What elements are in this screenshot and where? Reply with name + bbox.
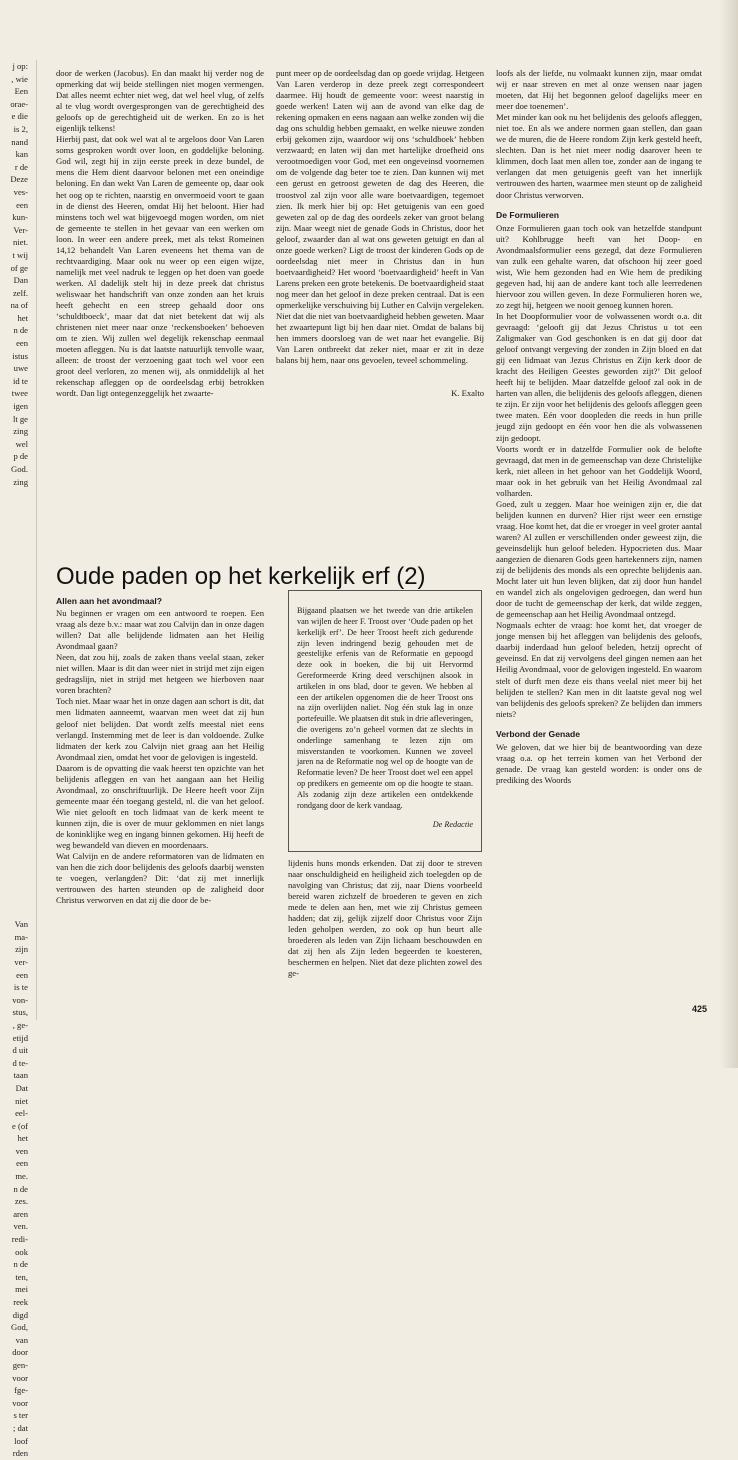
strip-line: een (16, 969, 28, 980)
strip-line: n de (13, 1183, 28, 1194)
paragraph: punt meer op de oordeelsdag dan op goede vrijdag. Hetgeen Van Laren verderop in deze preek zegt correspondeert daarmee. Hij houdt de gemeente voor: weest naarstig in goede werken! Laten wij aan de avond van elke dag de rekening opmaken en eens nagaan aan welke zonden wij die dag ons schuldig hebben gemaakt, en welke nieuwe zonden erbij gekomen zijn, waardoor wij ons ‘schuldboek’ hebben verzwaard; en laten wij dan met hartelijke droefheid ons verootmoedigen voor God, met een ongeveinsd voornemen om de volgende dag beter toe te zien. Dan kunnen wij met een gerust en getroost geweten de dag des Heeren, die troostvol zal zijn voor alle ware boetvaardigen, tegemoet zien. Ik merk hier bij op: Het getuigenis van een goed geweten zal op de dag des oordeels zeker van groot belang zijn. Maar weegt niet de genade Gods in Christus, door het geloof, zwaarder dan al wat ons geweten getuigt en dan al onze goede werken? Ligt de troost der kinderen Gods op de oordeelsdag niet meer in Christus dan in hun boetvaardigheid? Het woord ‘boetvaardigheid’ heeft in Van Larens preken een grote betekenis. De boetvaardigheid staat nog meer dan het geloof in deze preken centraal. Dat is een opmerkelijke verschuiving bij Luther en Calvijn vergeleken. Niet dat die niet van boetvaardigheid hebben geweten. Maar het zwaartepunt ligt bij hen daar niet. Omdat de balans bij hen immers doorsloeg van de wet naar het evangelie. Bij Van Laren ontbreekt dat zeker niet, maar er zit in deze balans bij hem, naar ons gevoelen, teveel schommeling. (276, 68, 484, 366)
strip-line: zelf. (12, 287, 28, 298)
article2-column-3 (496, 68, 702, 998)
strip-line: het (17, 312, 28, 323)
strip-line: niet (15, 1095, 28, 1106)
paragraph: Daarom is de opvatting die vaak heerst ten opzichte van het belijdenis afleggen en van het aangaan aan het Heilig Avondmaal, zo onschriftuurlijk. De Heere heeft voor Zijn gemeente maar één toegang gesteld, nl. die van het geloof. Wie niet gelooft en toch lidmaat van de kerk meent te kunnen zijn, die is over de muur geklommen en niet langs de koninklijke weg en ingang binnen gekomen. Hij heeft de weg bewandeld van dieven en moordenaars. (56, 762, 264, 851)
strip-line: fge- (14, 1385, 28, 1396)
strip-line: ; dat (12, 1422, 28, 1433)
strip-line: niet. (12, 237, 28, 248)
paragraph: Hierbij past, dat ook wel wat al te argeloos door Van Laren soms gesproken wordt over loon, en goddelijke beloning. God wil, zegt hij in zijn eerste preek in deze bundel, de mens die Hem dient daarvoor belonen met een oneindige beloning. En dan wekt Van Laren de gemeente op, daar ook het oog op te richten, naarstig en onvermoeid voort te gaan in de dienst des Heeren, omdat Hij het beloont. Hier had minstens toch wel wat bijgevoegd mogen worden, om niet de gemeente te stellen in het gevaar van een werken om loon. In weer een andere preek, met als tekst Romeinen 14,12 behandelt Van Laren eveneens het thema van de rechtvaardiging. Maar ook nu weer op een eigen wijze, namelijk met veel nadruk te leggen op het doen van goede werken. Al dadelijk stelt hij in deze preek dat christus weliswaar het handschrift van onze zonden aan het kruis heeft gehecht en een streep gehaald door ons ‘schuldtboeck’, maar dat dat niet betekent dat wij als christenen niet meer naar onze ‘reckensboeken’ behoeven om te zien. Wij zullen wel degelijk rekenschap eenmaal moeten afleggen. Nu is dat laatste natuurlijk tenvolle waar, alleen: de troost der verzoening gaat toch wel voor een groot deel verloren, zo menen wij, als onmiddelijk al het rekenschap afleggen op de oordeelsdag erbij betrokken wordt. Dan ligt ontegenzeggelijk het zwaarte- (56, 134, 264, 399)
strip-line: eel- (15, 1108, 28, 1119)
strip-line: twee (11, 388, 28, 399)
article1-column-1 (56, 68, 264, 506)
editorial-signature: De Redactie (432, 819, 473, 829)
strip-line: zijn (15, 944, 28, 955)
strip-line: e die (11, 111, 28, 122)
strip-line: , ge- (12, 1019, 28, 1030)
strip-line: digd (12, 1309, 28, 1320)
strip-line: zing (13, 426, 28, 437)
strip-line: s ter (13, 1410, 28, 1421)
paragraph: Wat Calvijn en de andere reformatoren van de lidmaten en van hen die zich door belijdenis des geloofs daarbij wensten te voegen, verlangden? Dit: ‘dat zij met innerlijk vertrouwen des harten steunden op de zaligheid door Christus verworven en dat zij die door de be- (56, 851, 264, 906)
paragraph: loofs als der liefde, nu volmaakt kunnen zijn, maar omdat wij er naar streven en met al onze wensen naar jagen moeten, dat Hij het begonnen geloof dagelijks meer en meer doe toenemen’. (496, 68, 702, 112)
paragraph: Nogmaals echter de vraag: hoe komt het, dat vroeger de jonge mensen bij het afleggen van belijdenis des geloofs, daarbij inderdaad hun geloof beleden, hetzij oprecht of geveinsd. En dat zij vervolgens deel gingen nemen aan het Heilig Avondmaal, voor de gelovigen ingesteld. En waarom stelt of durft men deze eis thans veelal niet meer bij het belijden te stellen? Kan men in dit laatste geval nog wel van belijdenis des geloofs spreken? Ze belijden dan immers niets? (496, 620, 702, 719)
strip-line: kan (15, 149, 28, 160)
strip-line: t wij (12, 249, 28, 260)
paragraph: We geloven, dat we hier bij de beantwoording van deze vraag o.a. op het terrein komen van het Verbond der genade. De vraag kan gesteld worden: is onder ons de prediking des Woords (496, 741, 702, 785)
strip-top-lines (0, 60, 36, 488)
strip-line: na of (10, 300, 28, 311)
strip-line: nand (11, 136, 28, 147)
strip-line: j op: (12, 61, 28, 71)
paragraph: Neen, dat zou hij, zoals de zaken thans veelal staan, zeker niet willen. Maar is dit dan weer niet in strijd met zijn eigen gedragslijn, niet in strijd met hetgeen we hierboven naar voren brachten? (56, 652, 264, 696)
strip-line: redi- (11, 1234, 28, 1245)
strip-line: het (17, 1133, 28, 1144)
strip-line: ook (15, 1246, 28, 1257)
strip-line: uwe (13, 363, 28, 374)
strip-line: Van (14, 919, 28, 930)
strip-line: Dat (15, 1082, 28, 1093)
strip-line: d uit (12, 1045, 28, 1056)
strip-line: een (16, 338, 28, 349)
paragraph: door de werken (Jacobus). En dan maakt hij verder nog de opmerking dat wij beide stellingen niet mogen vermengen. Dat alles neemt echter niet weg, dat wel heel vlug, of zelfs al te vlug wordt overgesprongen van de gerechtigheid des geloofs op de gerechtigheid uit de werken. En zo is het eigenlijk telkens! (56, 68, 264, 134)
strip-line: van (15, 1334, 28, 1345)
strip-line: ten, (15, 1271, 28, 1282)
strip-line: taan (13, 1070, 28, 1081)
paragraph: Onze Formulieren gaan toch ook van hetzelfde standpunt uit? Kohlbrugge heeft van het Doop- en Avondmaalsformulier eens gezegd, dat deze Formulieren van zulk een gehalte waren, dat ofschoon hij zeer goed wist, Wie hem gezonden had en Wie hem de prediking gegeven had, hij aan de andere kant toch alle leerredenen hiervoor zou willen geven. In deze Formulieren horen we, zo zegt hij, hetgeen we nooit genoeg kunnen horen. (496, 222, 702, 310)
strip-line: etijd (12, 1032, 28, 1043)
article-headline: Oude paden op het kerkelijk erf (2) (56, 563, 426, 590)
paragraph: In het Doopformulier voor de volwassenen wordt o.a. dit gevraagd: ‘gelooft gij dat Jezus Christus u tot een Zaligmaker van God geschonken is en dat gij door dat geloof ontvangt vergeving der zonden in Zijn bloed en dat gij een lidmaat van Jezus Christus en Zijn kerk door de kracht des Heiligen Geestes geworden zijt?’ Dit geloof heeft hij te belijden. Maar datzelfde geloof zal ook in de harten van allen, die belijdenis des geloofs afleggen, dienen te zijn. Er zijn voor het belijdenis des geloofs afleggen geen twee maten. Eén voor doopleden die reeds in hun prille jeugd zijn gedoopt en één voor hen die als volwassenen zijn gedoopt. (496, 310, 702, 443)
strip-line: igen (13, 401, 28, 412)
page-number: 425 (692, 1004, 708, 1014)
strip-line: een (16, 199, 28, 210)
paragraph: Met minder kan ook nu het belijdenis des geloofs afleggen, niet toe. En als we andere normen gaan stellen, dan gaan we de muren, die de Heere rondom Zijn kerk gesteld heeft, slechten. Dan is het niet meer nodig daarover heen te klimmen, doch laat men allen toe, zonder aan de ingang te verlangen dat men getuigenis geeft van het innerlijk vertrouwen des harten, waarmee men steunt op de zaligheid door Christus verworven. (496, 112, 702, 200)
editorial-note-text: Bijgaand plaatsen we het tweede van drie artikelen van wijlen de heer F. Troost over ‘Oude paden op het kerkelijk erf’. De heer Troost heeft zich gedurende zijn leven indringend bezig gehouden met de geestelijke erfenis van de Reformatie en gepoogd deze ook in boeken, die bij uit Hervormd Gereformeerde Kring deed verschijnen alsook in artikelen in ons blad, door te geven. We hebben al een der artikelen opgenomen die de heer Troost ons na zijn overlijden naliet. Nog één stuk lag in onze portefeuille. We plaatsen dit stuk in drie afleveringen, die overigens zo’n geheel vormen dat ze slechts in onderlinge samenhang te lezen zijn om misverstanden te voorkomen. Kunnen we zoveel jaren na de Reformatie nog wel op de hoogte van de Reformatie leven? De heer Troost doet wel een appel op predikers en gemeente om op die hoogte te staan. Als zodanig zijn deze artikelen een ontdekkende rondgang door de kerk vandaag. (297, 606, 473, 810)
strip-line: wel (15, 438, 28, 449)
strip-line: zes. (14, 1196, 28, 1207)
strip-line: stus, (12, 1007, 28, 1018)
section-title-verbond: Verbond der Genade (496, 728, 581, 739)
strip-line: ven (15, 1145, 28, 1156)
strip-line: voor (12, 1372, 28, 1383)
article2-column-1 (56, 596, 264, 1012)
strip-line: of ge (10, 262, 28, 273)
strip-line: rden (12, 1448, 28, 1459)
strip-line: , wie (11, 73, 28, 84)
strip-line: n de (13, 325, 28, 336)
strip-line: voor (12, 1397, 28, 1408)
strip-line: Dan (13, 275, 28, 286)
strip-line: aren (13, 1208, 28, 1219)
strip-line: God, (11, 1322, 28, 1333)
page-edge-shadow (720, 0, 738, 1068)
strip-line: een (16, 1158, 28, 1169)
strip-line: gen- (12, 1359, 28, 1370)
strip-line: ven. (13, 1221, 28, 1232)
strip-line: zing (13, 476, 28, 487)
strip-line: istus (12, 350, 28, 361)
editorial-note-box (288, 590, 482, 852)
strip-line: kun- (12, 212, 28, 223)
strip-line: e (of (12, 1120, 28, 1131)
paragraph: Toch niet. Maar waar het in onze dagen aan schort is dit, dat men lidmaten aanneemt, waarvan men weet dat zij hun geloof niet belijden. Dat wordt zelfs meestal niet eens verlangd. Instemming met de leer is dan voldoende. Zulke lidmaten der kerk zou Calvijn niet graag aan het Heilig Avondmaal zien, omdat het voor de gelovigen is ingesteld. (56, 696, 264, 762)
strip-line: me. (15, 1171, 28, 1182)
strip-line: ves- (13, 186, 28, 197)
strip-line: reek (13, 1297, 28, 1307)
strip-bottom-lines (0, 918, 36, 1460)
strip-line: is 2, (13, 123, 28, 134)
strip-line: Deze (10, 174, 28, 185)
paragraph: Voorts wordt er in datzelfde Formulier ook de belofte gevraagd, dat men in de gemeenschap van deze Christelijke kerk, niet alleen in het gehoor van het Goddelijk Woord, maar ook in het gebruik van het Heilig Avondmaal zal volharden. (496, 443, 702, 498)
article1-column-2 (276, 68, 484, 502)
strip-line: is te (13, 982, 28, 993)
strip-line: ver- (14, 956, 28, 967)
strip-line: orae- (10, 98, 28, 109)
strip-line: loof (14, 1435, 28, 1446)
article2-column-2-lower (288, 858, 482, 1014)
strip-line: Een (14, 86, 28, 97)
strip-line: p de (13, 451, 28, 462)
strip-line: von- (12, 994, 28, 1005)
strip-line: door (12, 1347, 28, 1358)
section-title-formulieren: De Formulieren (496, 209, 560, 220)
strip-line: mei (15, 1284, 28, 1295)
strip-line: d te- (12, 1057, 28, 1068)
strip-line: Ver- (13, 224, 28, 235)
paragraph: Nu beginnen er vragen om een antwoord te roepen. Een vraag als deze b.v.: maar wat zou Calvijn dan in onze dagen willen? Dat alle belijdende lidmaten aan het Heilig Avondmaal gaan? (56, 608, 264, 652)
author-signature: K. Exalto (451, 388, 484, 399)
strip-line: ma- (14, 931, 28, 942)
strip-line: n de (13, 1259, 28, 1270)
paragraph: Goed, zult u zeggen. Maar hoe weinigen zijn er, die dat belijden kunnen en durven? Hier rijst weer een ernstige vraag. Hoe komt het, dat die er vroeger in veel groter aantal waren? Al zullen er verschillenden onder geweest zijn, die geveinsdelijk hun geloof beleden. Hypocrieten dus. Maar aangezien de dienaren Gods geen hartekenners zijn, namen zij de belijdenis des monds als een oprechte belijdenis aan. Mocht later uit hun leven blijken, dat zij door hun handel en wandel zich als ongelovigen gedroegen, dan werd hun door de tucht de gemeenschap der kerk, dat wilde zeggen, de gemeenschap aan het Heilig Avondmaal ontzegd. (496, 498, 702, 620)
paragraph: lijdenis huns monds erkenden. Dat zij door te streven naar onschuldigheid en heiligheid zich toelegden op de navolging van Christus; dat zij, naar Diens voorbeeld bereid waren zichzelf de broederen te geven en zich mede te delen aan hen, met wie zij Christus gemeen hadden; dat zij, gelijk zijzelf door Christus voor Zijn leden geholpen werden, zo ook op hun beurt alle broederen als leden van Zijn lichaam beschouwden en dat zij hen als Zijn leden begeerden te koesteren, beschermen en helpen. Niet dat deze plichten zowel des ge- (288, 858, 482, 979)
strip-line: r de (14, 161, 28, 172)
left-margin-text-strip (0, 60, 37, 1459)
article-subtitle: Allen aan het avondmaal? (56, 596, 163, 606)
strip-line: id te (12, 375, 28, 386)
strip-line: God. (11, 464, 28, 474)
strip-line: lt ge (12, 413, 28, 424)
